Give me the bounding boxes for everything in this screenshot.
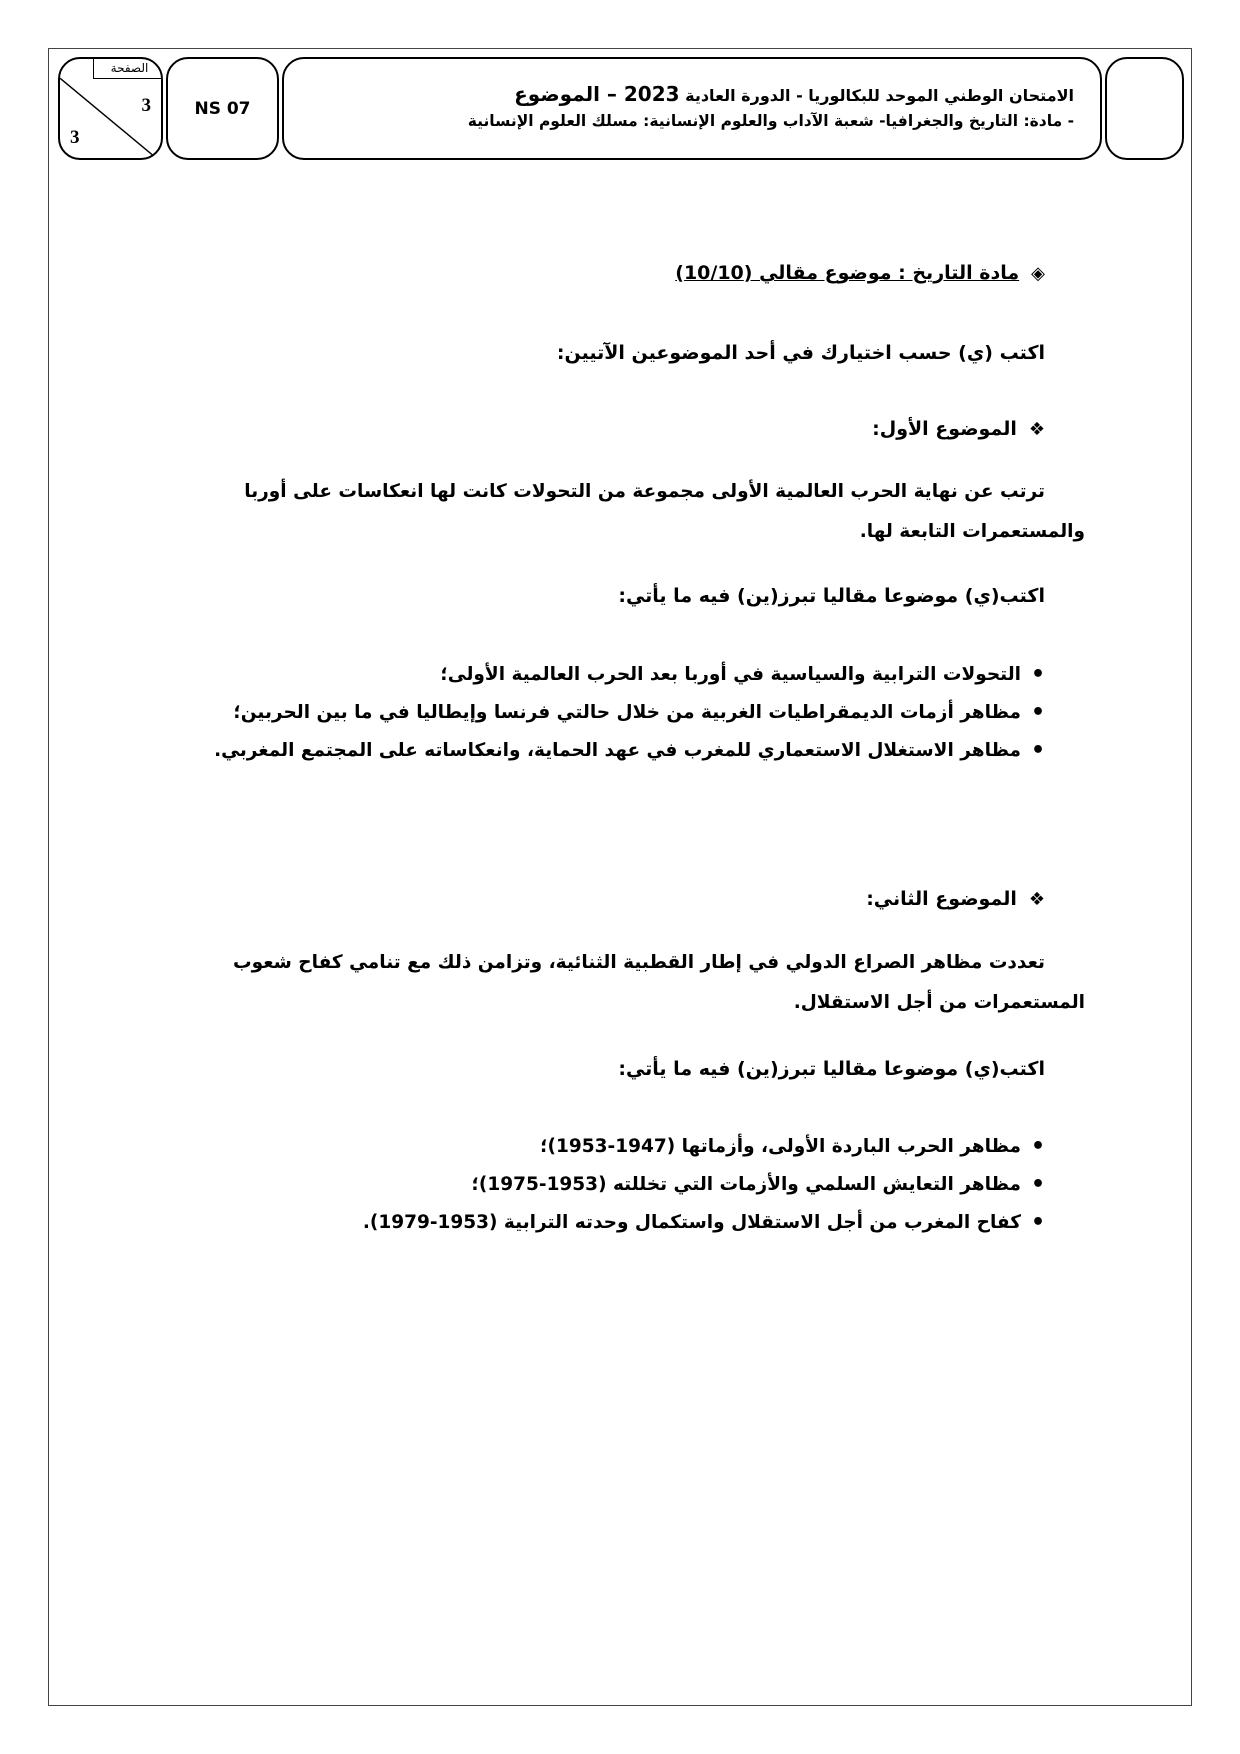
page-label: الصفحة xyxy=(93,59,163,79)
exam-title-line2: - مادة: التاريخ والجغرافيا- شعبة الآداب والعلوم الإنسانية: مسلك العلوم الإنسانية xyxy=(467,112,1074,130)
section-title: مادة التاريخ : موضوع مقالي (10/10) xyxy=(675,262,1020,284)
exam-title-session: الامتحان الوطني الموحد للبكالوريا - الدورة العادية xyxy=(679,86,1074,105)
page-current: 3 xyxy=(141,95,151,116)
topic1-intro-line2: والمستعمرات التابعة لها. xyxy=(859,521,1085,542)
page-number-box xyxy=(58,57,163,160)
exam-title-line1 xyxy=(284,81,1074,109)
exam-code: NS 07 xyxy=(194,98,251,119)
topic1-prompt: اكتب(ي) موضوعا مقاليا تبرز(ين) فيه ما يأتي: xyxy=(618,585,1045,607)
exam-title-box xyxy=(282,57,1102,160)
list-item: • مظاهر أزمات الديمقراطيات الغربية من خلال حالتي فرنسا وإيطاليا في ما بين الحربين؛ xyxy=(115,696,1065,730)
topic2-prompt: اكتب(ي) موضوعا مقاليا تبرز(ين) فيه ما يأتي: xyxy=(618,1058,1045,1080)
topic1-intro xyxy=(127,472,1085,552)
blank-box xyxy=(1105,57,1184,160)
list-item: • التحولات الترابية والسياسية في أوربا بعد الحرب العالمية الأولى؛ xyxy=(115,658,1065,692)
topic1-title: الموضوع الأول: xyxy=(872,418,1017,440)
page-frame xyxy=(48,48,1192,1706)
section-heading xyxy=(675,262,1045,284)
topic2-intro xyxy=(127,943,1085,1023)
diamond-star-icon: ❖ xyxy=(1028,419,1045,440)
list-item: • كفاح المغرب من أجل الاستقلال واستكمال وحدته الترابية (1953-1979). xyxy=(115,1206,1065,1240)
exam-title-year: 2023 – الموضوع xyxy=(514,82,680,106)
topic2-heading xyxy=(866,888,1045,910)
topic2-intro-line2: المستعمرات من أجل الاستقلال. xyxy=(793,992,1085,1013)
topic2-list xyxy=(115,1130,1065,1244)
list-item: • مظاهر الحرب الباردة الأولى، وأزماتها (1947-1953)؛ xyxy=(115,1130,1065,1164)
page-total: 3 xyxy=(70,127,80,148)
topic2-intro-line1: تعددت مظاهر الصراع الدولي في إطار القطبية الثنائية، وتزامن ذلك مع تنامي كفاح شعوب xyxy=(233,952,1045,973)
topic1-heading xyxy=(872,418,1045,440)
list-item: • مظاهر التعايش السلمي والأزمات التي تخللته (1953-1975)؛ xyxy=(115,1168,1065,1202)
topic2-title: الموضوع الثاني: xyxy=(866,888,1017,910)
instruction: اكتب (ي) حسب اختيارك في أحد الموضوعين الآتيين: xyxy=(556,342,1045,364)
topic1-list xyxy=(115,658,1065,772)
list-item: • مظاهر الاستغلال الاستعماري للمغرب في عهد الحماية، وانعكاساته على المجتمع المغربي. xyxy=(115,734,1065,768)
diamond-icon: ◈ xyxy=(1031,263,1045,284)
diamond-star-icon: ❖ xyxy=(1028,889,1045,910)
exam-code-box xyxy=(166,57,279,160)
topic1-intro-line1: ترتب عن نهاية الحرب العالمية الأولى مجموعة من التحولات كانت لها انعكاسات على أوربا xyxy=(244,481,1045,502)
